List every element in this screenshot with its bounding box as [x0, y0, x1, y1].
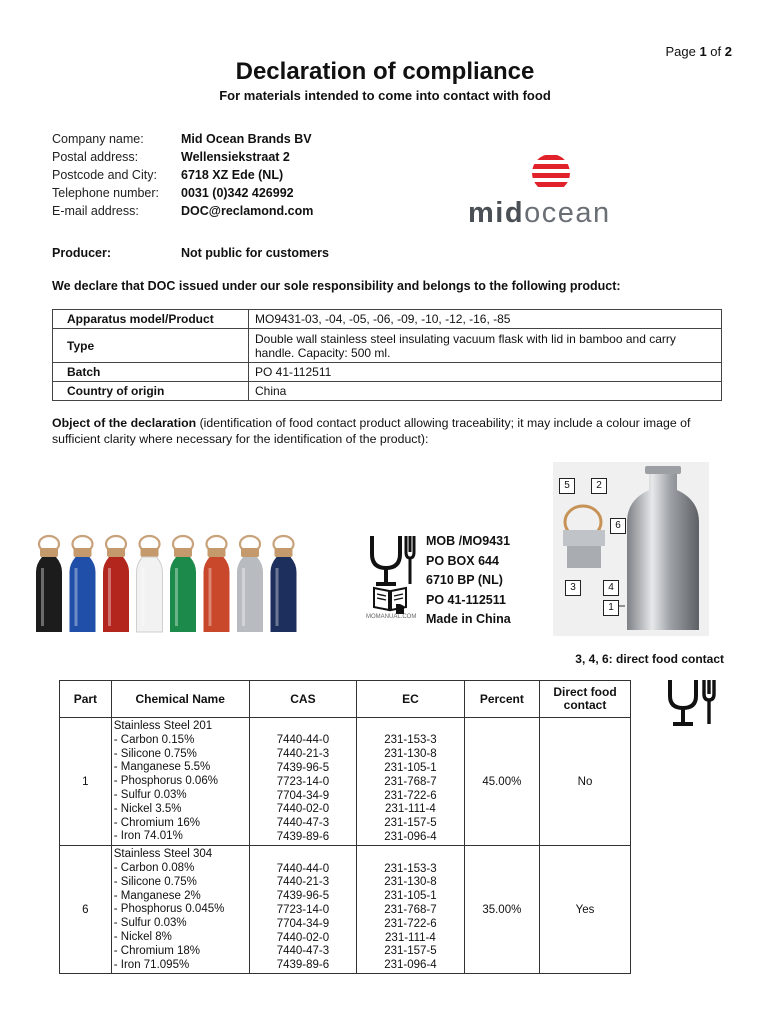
ec-number: 231-130-8 — [384, 876, 437, 889]
chemical-name-cell — [111, 846, 249, 974]
percent-cell: 45.00% — [464, 718, 539, 846]
callout-label: 5 — [559, 478, 575, 494]
ec-number: 231-768-7 — [384, 775, 437, 788]
label-watermark: MOMANUAL.COM — [366, 614, 417, 620]
type-key: Type — [53, 329, 249, 363]
table-row — [53, 329, 722, 363]
midocean-logo-mark — [530, 152, 572, 194]
telephone-value: 0031 (0)342 426992 — [181, 186, 294, 200]
chemical-composition-table — [59, 680, 631, 974]
glass-fork-icon — [666, 676, 722, 728]
batch-value: PO 41-112511 — [249, 363, 722, 382]
bottle — [204, 536, 230, 632]
part-cell: 6 — [60, 846, 112, 974]
ec-number: 231-722-6 — [384, 917, 437, 930]
read-instructions-icon — [372, 584, 410, 616]
ec-number: 231-153-3 — [384, 734, 437, 747]
material-name: Stainless Steel 201 — [113, 720, 213, 732]
producer-label: Producer: — [52, 246, 112, 260]
table-row — [53, 363, 722, 382]
component: - Silicone 0.75% — [113, 875, 197, 888]
cas-number: 7440-47-3 — [276, 945, 330, 958]
bottle — [137, 536, 163, 632]
object-of-declaration: Object of the declaration (identification of food contact product allowing traceability; it may include a colour image of sufficient clarity where necessary for the identification of the product): — [52, 416, 691, 446]
component: - Manganese 2% — [113, 889, 201, 902]
component: - Carbon 0.15% — [113, 733, 195, 746]
material-name: Stainless Steel 304 — [113, 848, 213, 861]
column-header: Chemical Name — [111, 681, 249, 718]
email-value: DOC@reclamond.com — [181, 204, 314, 218]
postal-address-value: Wellensiekstraat 2 — [181, 150, 290, 164]
ec-cell — [357, 718, 465, 846]
table-row — [53, 310, 722, 329]
company-name-label: Company name: — [52, 132, 144, 146]
column-header: Direct food contact — [540, 681, 631, 718]
ec-number: 231-111-4 — [385, 931, 436, 944]
product-parts-photo — [553, 462, 709, 636]
ec-number: 231-722-6 — [384, 789, 437, 802]
cas-cell — [249, 718, 357, 846]
batch-key: Batch — [53, 363, 249, 382]
declaration-statement: We declare that DOC issued under our sole responsibility and belongs to the following product: — [52, 279, 621, 293]
ec-number: 231-111-4 — [385, 803, 436, 816]
country-value: China — [249, 382, 722, 401]
apparatus-value: MO9431-03, -04, -05, -06, -09, -10, -12, -16, -85 — [249, 310, 722, 329]
cas-number: 7723-14-0 — [276, 903, 330, 916]
chemical-name-cell — [111, 718, 249, 846]
company-name-value: Mid Ocean Brands BV — [181, 132, 312, 146]
bottle — [271, 536, 297, 632]
direct-contact-cell: Yes — [540, 846, 631, 974]
page-number: Page 1 of 2 — [665, 44, 732, 59]
country-key: Country of origin — [53, 382, 249, 401]
component: - Chromium 16% — [113, 816, 201, 829]
callout-label: 3 — [565, 580, 581, 596]
component: - Sulfur 0.03% — [113, 788, 187, 801]
component: - Phosphorus 0.045% — [113, 903, 225, 916]
column-header: Part — [60, 681, 112, 718]
page-subtitle: For materials intended to come into contact with food — [219, 88, 551, 103]
product-label-image — [366, 528, 536, 628]
type-value: Double wall stainless steel insulating vacuum flask with lid in bamboo and carry handle. Capacity: 500 ml. — [249, 329, 722, 363]
apparatus-key: Apparatus model/Product — [53, 310, 249, 329]
cas-number: 7440-47-3 — [276, 817, 330, 830]
ec-number: 231-768-7 — [384, 903, 437, 916]
callout-label: 2 — [591, 478, 607, 494]
label-line: MOB /MO9431 — [426, 534, 511, 548]
ec-number: 231-096-4 — [384, 830, 437, 843]
cas-number: 7440-21-3 — [276, 748, 330, 761]
ec-number: 231-157-5 — [384, 817, 437, 830]
postcode-city-value: 6718 XZ Ede (NL) — [181, 168, 284, 182]
cas-number: 7440-44-0 — [276, 862, 330, 875]
cas-number: 7704-34-9 — [276, 917, 330, 930]
column-header: EC — [357, 681, 465, 718]
cas-cell — [249, 846, 357, 974]
cas-number: 7723-14-0 — [276, 775, 330, 788]
page-title: Declaration of compliance — [235, 58, 535, 85]
midocean-logo-wordmark: midocean — [468, 197, 611, 229]
cas-number: 7440-02-0 — [276, 931, 330, 944]
cas-number: 7704-34-9 — [276, 789, 330, 802]
table-row — [60, 718, 631, 846]
food-contact-icon — [366, 532, 420, 588]
component: - Carbon 0.08% — [113, 861, 195, 874]
cas-number: 7439-96-5 — [276, 890, 330, 903]
cas-number: 7439-89-6 — [276, 959, 330, 972]
ec-number: 231-105-1 — [384, 890, 437, 903]
column-header: Percent — [464, 681, 539, 718]
column-header: CAS — [249, 681, 357, 718]
bottle-photo — [553, 462, 709, 636]
percent-cell: 35.00% — [464, 846, 539, 974]
producer-value: Not public for customers — [181, 246, 329, 260]
bottle — [103, 536, 129, 632]
ec-number: 231-105-1 — [384, 761, 437, 774]
bottle — [70, 536, 96, 632]
callout-label: 4 — [603, 580, 619, 596]
component: - Manganese 5.5% — [113, 761, 211, 774]
component: - Iron 74.01% — [113, 830, 183, 843]
product-bottles-image — [32, 534, 344, 634]
cas-number: 7440-21-3 — [276, 876, 330, 889]
postcode-city-label: Postcode and City: — [52, 168, 157, 182]
part-cell: 1 — [60, 718, 112, 846]
table-header-row — [60, 681, 631, 718]
bottle — [36, 536, 62, 632]
telephone-label: Telephone number: — [52, 186, 160, 200]
table-row — [60, 846, 631, 974]
ec-number: 231-130-8 — [384, 748, 437, 761]
direct-contact-note: 3, 4, 6: direct food contact — [575, 652, 724, 666]
direct-contact-cell: No — [540, 718, 631, 846]
component: - Nickel 8% — [113, 930, 172, 943]
cas-number: 7439-89-6 — [276, 830, 330, 843]
bottle — [237, 536, 263, 632]
ec-number: 231-157-5 — [384, 945, 437, 958]
label-line: 6710 BP (NL) — [426, 573, 503, 587]
cas-number: 7439-96-5 — [276, 761, 330, 774]
ec-number: 231-153-3 — [384, 862, 437, 875]
email-label: E-mail address: — [52, 204, 139, 218]
ec-number: 231-096-4 — [384, 959, 437, 972]
component: - Nickel 3.5% — [113, 802, 182, 815]
label-line: PO 41-112511 — [426, 592, 506, 607]
label-line: Made in China — [426, 612, 511, 626]
ec-cell — [357, 846, 465, 974]
component: - Phosphorus 0.06% — [113, 775, 218, 788]
cas-number: 7440-44-0 — [276, 734, 330, 747]
component: - Chromium 18% — [113, 944, 201, 957]
cas-number: 7440-02-0 — [276, 803, 330, 816]
table-row — [53, 382, 722, 401]
product-info-table — [52, 309, 722, 401]
component: - Silicone 0.75% — [113, 747, 197, 760]
postal-address-label: Postal address: — [52, 150, 139, 164]
bottle — [170, 536, 196, 632]
component: - Sulfur 0.03% — [113, 917, 187, 930]
label-line: PO BOX 644 — [426, 553, 499, 568]
callout-label: 1 — [603, 600, 619, 616]
callout-label: 6 — [610, 518, 626, 534]
component: - Iron 71.095% — [113, 958, 190, 971]
